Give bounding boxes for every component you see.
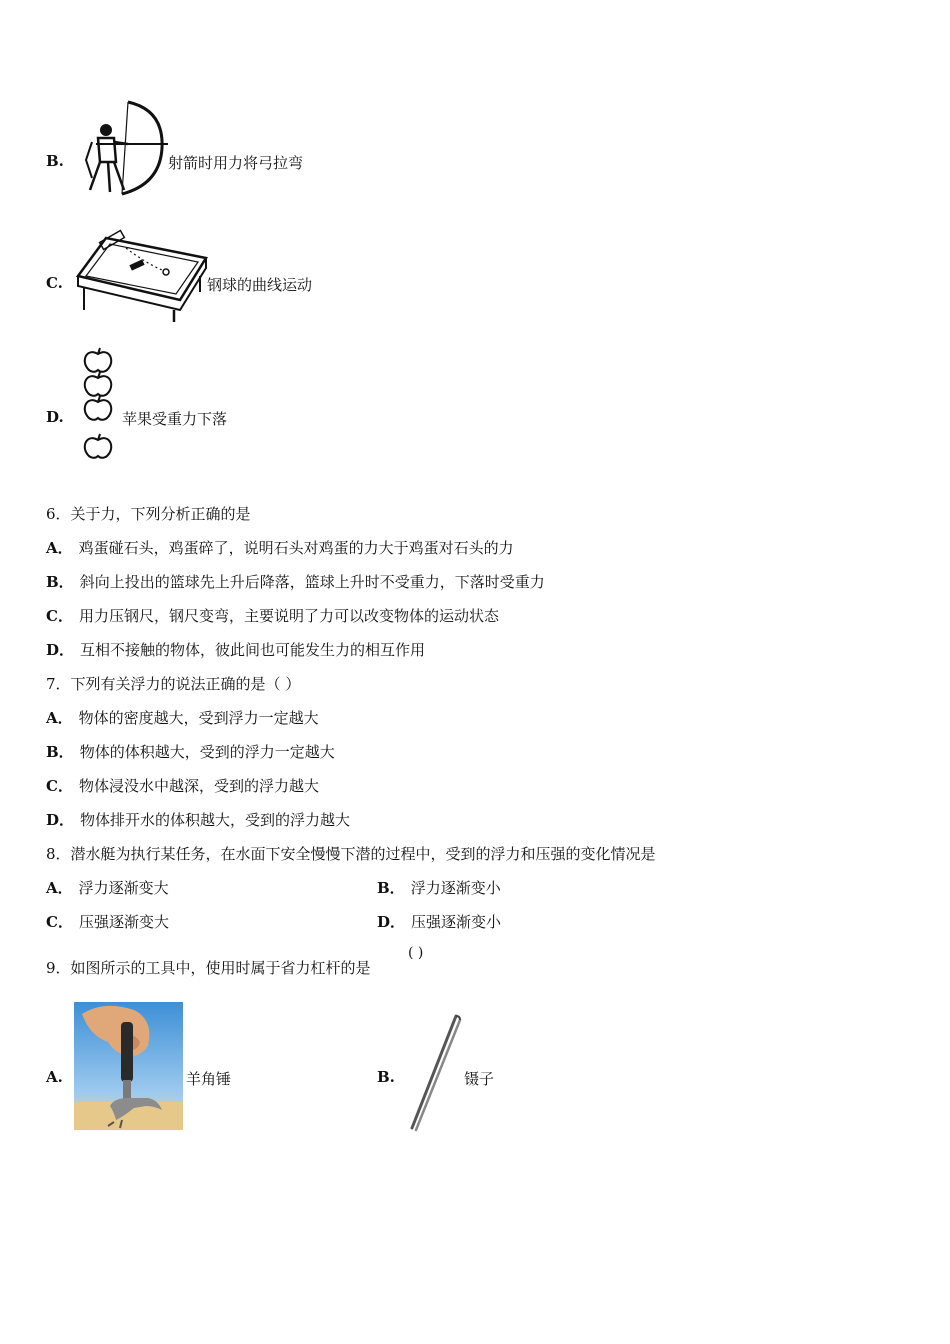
- q9-answer-blank: ( ): [408, 945, 424, 961]
- q9-stem: 9．如图所示的工具中，使用时属于省力杠杆的是: [46, 959, 371, 977]
- q8-option-a: [46, 878, 169, 898]
- q5-option-b-label: B.: [46, 152, 64, 170]
- option-text: 用力压钢尺，钢尺变弯，主要说明了力可以改变物体的运动状态: [78, 607, 499, 625]
- falling-apples-icon: [82, 346, 116, 464]
- option-text: 物体排开水的体积越大，受到的浮力越大: [80, 811, 351, 829]
- q9-option-a-text: 羊角锤: [186, 1070, 232, 1088]
- option-text: 浮力逐渐变小: [410, 879, 501, 897]
- q5-option-d-label: D.: [46, 408, 64, 426]
- option-label: C．: [46, 607, 73, 625]
- steel-ball-table-icon: [74, 232, 208, 324]
- option-label: A．: [46, 709, 73, 727]
- option-text: 压强逐渐变小: [411, 913, 502, 931]
- q7-option-d: [46, 810, 350, 830]
- option-text: 斜向上投出的篮球先上升后降落，篮球上升时不受重力，下落时受重力: [79, 573, 545, 591]
- q5-option-d-text: 苹果受重力下落: [122, 410, 228, 428]
- q9-option-b-text: 镊子: [464, 1070, 495, 1088]
- q6-stem: 6．关于力，下列分析正确的是: [46, 505, 251, 523]
- option-label: A．: [46, 879, 73, 897]
- option-text: 压强逐渐变大: [78, 913, 169, 931]
- claw-hammer-photo-icon: [74, 1002, 183, 1130]
- option-label: D．: [46, 811, 75, 829]
- option-text: 物体的体积越大，受到的浮力一定越大: [79, 743, 335, 761]
- option-text: 鸡蛋碰石头，鸡蛋碎了，说明石头对鸡蛋的力大于鸡蛋对石头的力: [78, 539, 514, 557]
- option-label: B．: [377, 879, 405, 897]
- archer-icon: [78, 100, 170, 198]
- q8-option-b: [377, 878, 501, 898]
- q5-option-c-text: 钢球的曲线运动: [207, 276, 313, 294]
- q6-option-b: [46, 572, 545, 592]
- q8-option-c: [46, 912, 169, 932]
- tweezers-icon: [404, 1012, 462, 1132]
- option-label: B．: [46, 573, 74, 591]
- option-label: D．: [377, 913, 406, 931]
- q5-option-b-text: 射箭时用力将弓拉弯: [168, 154, 304, 172]
- option-label: D．: [46, 641, 75, 659]
- option-text: 浮力逐渐变大: [78, 879, 169, 897]
- q6-option-d: [46, 640, 425, 660]
- option-label: C．: [46, 777, 73, 795]
- option-label: B．: [46, 743, 74, 761]
- q7-option-c: [46, 776, 319, 796]
- option-text: 物体的密度越大，受到浮力一定越大: [78, 709, 319, 727]
- q7-option-b: [46, 742, 335, 762]
- q6-option-c: [46, 606, 499, 626]
- q6-option-a: [46, 538, 514, 558]
- q7-option-a: [46, 708, 319, 728]
- q8-stem: 8．潜水艇为执行某任务，在水面下安全慢慢下潜的过程中，受到的浮力和压强的变化情况是: [46, 845, 656, 863]
- q8-option-d: [377, 912, 501, 932]
- q5-option-c-label: C.: [46, 274, 63, 292]
- option-text: 物体浸没水中越深，受到的浮力越大: [78, 777, 319, 795]
- option-text: 互相不接触的物体，彼此间也可能发生力的相互作用: [80, 641, 426, 659]
- q7-stem: 7．下列有关浮力的说法正确的是（ ）: [46, 675, 301, 693]
- q9-option-b-label: B.: [377, 1068, 395, 1086]
- option-label: A．: [46, 539, 73, 557]
- q9-option-a-label: A.: [46, 1068, 63, 1086]
- option-label: C．: [46, 913, 73, 931]
